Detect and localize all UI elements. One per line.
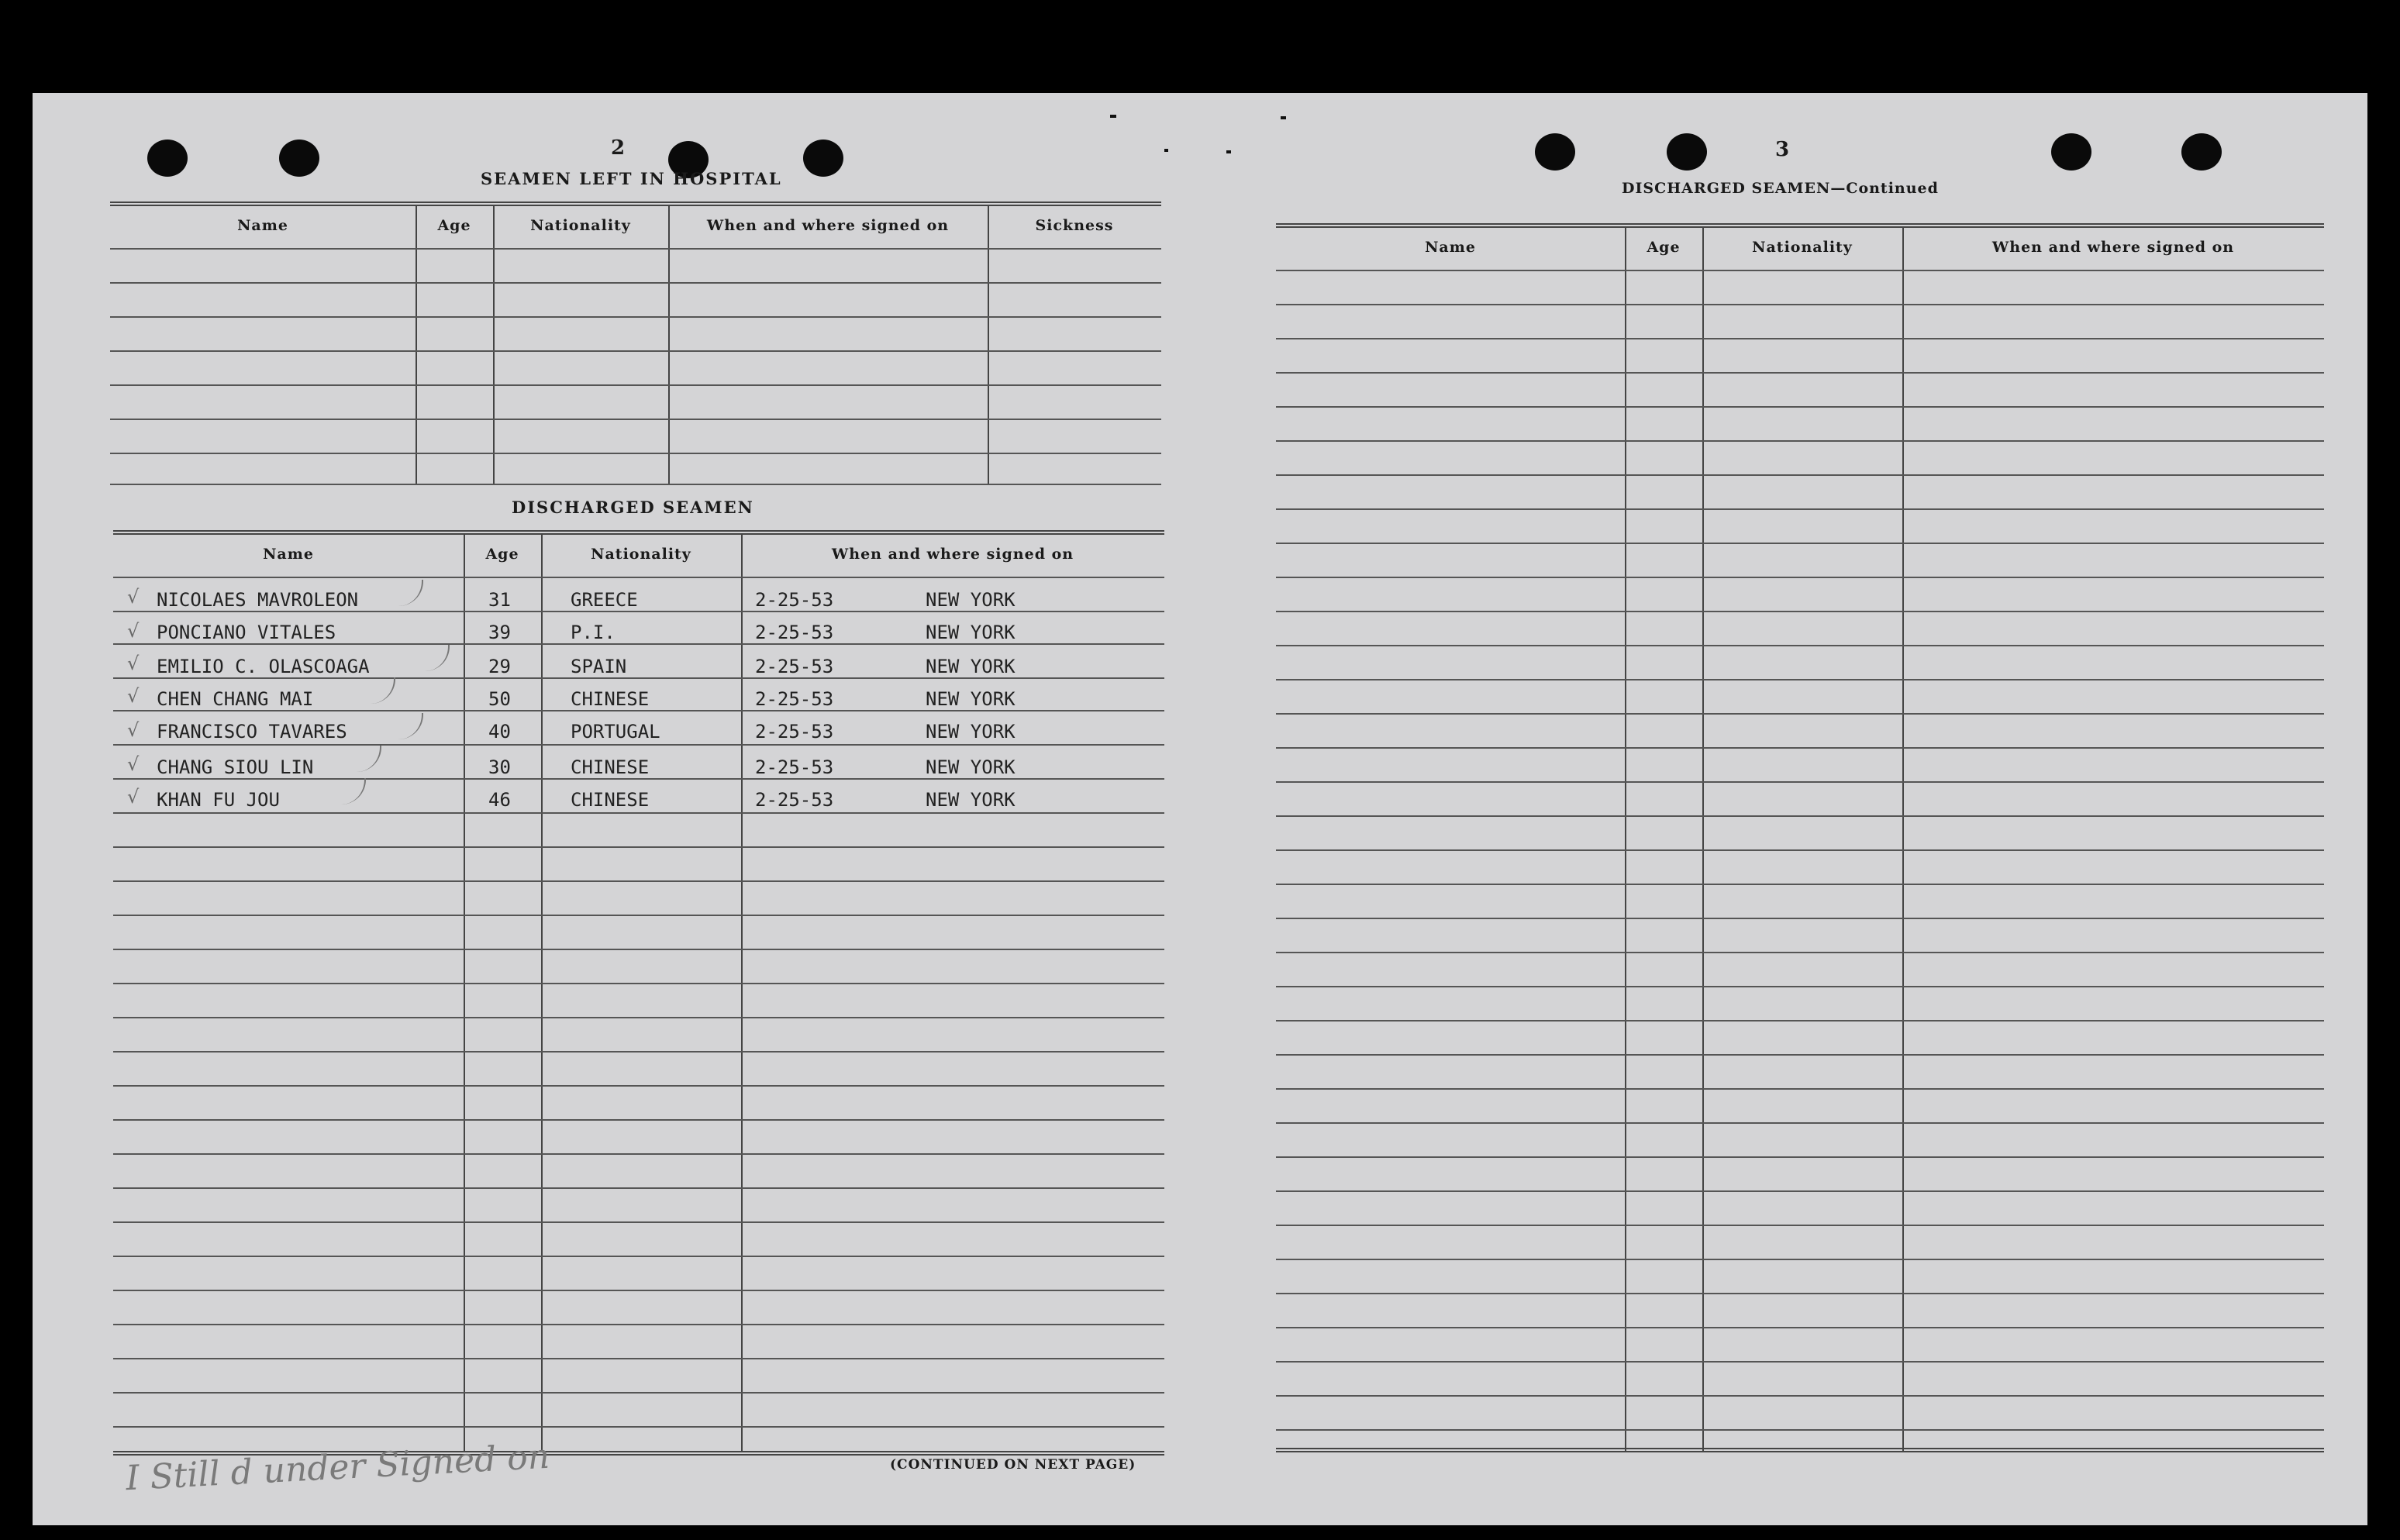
row-rule xyxy=(113,1358,1164,1359)
signed-on-place: NEW YORK xyxy=(926,756,1016,778)
punch-hole xyxy=(1667,133,1707,171)
seaman-nationality: P.I. xyxy=(571,622,616,643)
seaman-nationality: CHINESE xyxy=(571,688,650,710)
table-rule xyxy=(113,530,1164,535)
table-rule xyxy=(1276,223,2324,228)
seaman-age: 29 xyxy=(488,656,511,677)
check-mark: √ xyxy=(127,753,140,775)
table-bottom-rule xyxy=(1276,1448,2324,1452)
seaman-age: 50 xyxy=(488,688,511,710)
seaman-name: PONCIANO VITALES xyxy=(157,622,336,643)
signed-on-date: 2-25-53 xyxy=(755,622,834,643)
column-divider xyxy=(1902,226,1904,1451)
check-mark xyxy=(425,645,450,671)
column-header-age: Age xyxy=(437,217,471,234)
row-rule xyxy=(113,1221,1164,1223)
row-rule xyxy=(110,419,1161,420)
punch-hole xyxy=(279,140,319,177)
row-rule xyxy=(1276,781,2324,783)
row-rule xyxy=(1276,270,2324,271)
column-divider xyxy=(416,205,417,484)
row-rule xyxy=(110,453,1161,454)
column-divider xyxy=(1625,226,1626,1451)
seaman-age: 46 xyxy=(488,789,511,811)
row-rule xyxy=(1276,1327,2324,1328)
check-mark xyxy=(398,580,423,606)
row-rule xyxy=(1276,372,2324,374)
column-header-signed-on: When and where signed on xyxy=(706,217,950,234)
signed-on-date: 2-25-53 xyxy=(755,589,834,611)
signed-on-date: 2-25-53 xyxy=(755,789,834,811)
row-rule xyxy=(1276,1395,2324,1397)
punch-hole xyxy=(2181,133,2222,171)
row-rule xyxy=(1276,1259,2324,1260)
signed-on-place: NEW YORK xyxy=(926,688,1016,710)
check-mark: √ xyxy=(127,586,140,608)
row-rule xyxy=(113,1085,1164,1087)
row-rule xyxy=(113,1256,1164,1257)
column-divider xyxy=(464,533,465,1452)
seaman-age: 30 xyxy=(488,756,511,778)
row-rule xyxy=(113,1153,1164,1155)
row-rule xyxy=(110,248,1161,250)
row-rule xyxy=(113,880,1164,882)
column-header-sickness: Sickness xyxy=(1035,217,1114,234)
discharged-continued-title: DISCHARGED SEAMEN—Continued xyxy=(1622,180,1939,197)
check-mark xyxy=(371,677,395,704)
column-header-signed-on: When and where signed on xyxy=(831,546,1074,563)
row-rule xyxy=(113,643,1164,645)
seaman-name: NICOLAES MAVROLEON xyxy=(157,589,359,611)
row-rule xyxy=(1276,543,2324,544)
row-rule xyxy=(113,812,1164,814)
dust-speck xyxy=(1281,116,1286,119)
signed-on-date: 2-25-53 xyxy=(755,656,834,677)
seaman-age: 39 xyxy=(488,622,511,643)
row-rule xyxy=(1276,679,2324,680)
row-rule xyxy=(1276,1020,2324,1021)
check-mark: √ xyxy=(127,653,140,674)
signed-on-date: 2-25-53 xyxy=(755,688,834,710)
dust-speck xyxy=(1226,150,1231,153)
column-header-nationality: Nationality xyxy=(591,546,691,563)
seaman-name: KHAN FU JOU xyxy=(157,789,280,811)
handwritten-note: I Still d under Signed on xyxy=(125,1436,551,1499)
row-rule xyxy=(110,384,1161,386)
signed-on-place: NEW YORK xyxy=(926,721,1016,742)
page-number: 2 xyxy=(611,136,626,160)
column-divider xyxy=(741,533,743,1452)
column-divider xyxy=(1702,226,1704,1451)
page-number: 3 xyxy=(1775,138,1790,161)
row-rule xyxy=(1276,884,2324,885)
row-rule xyxy=(1276,1225,2324,1226)
column-divider xyxy=(668,205,670,484)
column-header-nationality: Nationality xyxy=(530,217,631,234)
row-rule xyxy=(1276,815,2324,817)
column-header-name: Name xyxy=(263,546,314,563)
row-rule xyxy=(113,949,1164,950)
punch-hole xyxy=(147,140,188,177)
row-rule xyxy=(1276,1190,2324,1192)
column-divider xyxy=(493,205,495,484)
row-rule xyxy=(113,1324,1164,1325)
row-rule xyxy=(110,282,1161,284)
signed-on-date: 2-25-53 xyxy=(755,721,834,742)
punch-hole xyxy=(2051,133,2091,171)
hospital-table-title: SEAMEN LEFT IN HOSPITAL xyxy=(481,169,782,188)
table-rule xyxy=(110,202,1161,206)
row-rule xyxy=(1276,474,2324,476)
row-rule xyxy=(1276,849,2324,851)
row-rule xyxy=(110,484,1161,485)
signed-on-place: NEW YORK xyxy=(926,656,1016,677)
punch-hole xyxy=(803,140,843,177)
column-divider xyxy=(988,205,989,484)
check-mark: √ xyxy=(127,620,140,642)
column-header-age: Age xyxy=(485,546,519,563)
signed-on-place: NEW YORK xyxy=(926,589,1016,611)
row-rule xyxy=(1276,918,2324,919)
row-rule xyxy=(113,710,1164,711)
row-rule xyxy=(1276,1122,2324,1124)
row-rule xyxy=(1276,440,2324,442)
row-rule xyxy=(1276,1361,2324,1363)
seaman-name: CHANG SIOU LIN xyxy=(157,756,314,778)
column-header-name: Name xyxy=(1425,239,1476,256)
column-header-signed-on: When and where signed on xyxy=(1991,239,2235,256)
check-mark: √ xyxy=(127,685,140,707)
row-rule xyxy=(1276,1156,2324,1158)
row-rule xyxy=(113,1051,1164,1053)
row-rule xyxy=(113,1187,1164,1189)
row-rule xyxy=(113,1290,1164,1291)
row-rule xyxy=(113,778,1164,780)
row-rule xyxy=(1276,577,2324,578)
row-rule xyxy=(110,350,1161,352)
row-rule xyxy=(1276,952,2324,953)
check-mark xyxy=(398,713,423,739)
column-header-nationality: Nationality xyxy=(1752,239,1853,256)
column-header-name: Name xyxy=(237,217,288,234)
continued-footer: (CONTINUED ON NEXT PAGE) xyxy=(890,1457,1136,1473)
seaman-nationality: CHINESE xyxy=(571,756,650,778)
seaman-nationality: PORTUGAL xyxy=(571,721,660,742)
row-rule xyxy=(1276,713,2324,715)
dust-speck xyxy=(1110,115,1116,118)
signed-on-place: NEW YORK xyxy=(926,789,1016,811)
row-rule xyxy=(1276,747,2324,749)
row-rule xyxy=(1276,508,2324,510)
row-rule xyxy=(1276,986,2324,987)
row-rule xyxy=(113,1426,1164,1428)
row-rule xyxy=(113,611,1164,612)
row-rule xyxy=(1276,406,2324,408)
row-rule xyxy=(1276,645,2324,646)
row-rule xyxy=(110,316,1161,318)
row-rule xyxy=(1276,338,2324,339)
column-divider xyxy=(541,533,543,1452)
seaman-name: EMILIO C. OLASCOAGA xyxy=(157,656,370,677)
seaman-age: 40 xyxy=(488,721,511,742)
seaman-nationality: SPAIN xyxy=(571,656,627,677)
ledger-sheet xyxy=(33,93,2367,1525)
row-rule xyxy=(113,677,1164,679)
row-rule xyxy=(113,1119,1164,1121)
row-rule xyxy=(113,744,1164,746)
seaman-name: FRANCISCO TAVARES xyxy=(157,721,347,742)
row-rule xyxy=(1276,1429,2324,1431)
row-rule xyxy=(113,915,1164,916)
row-rule xyxy=(113,846,1164,848)
signed-on-date: 2-25-53 xyxy=(755,756,834,778)
column-header-age: Age xyxy=(1647,239,1681,256)
check-mark xyxy=(341,778,366,804)
row-rule xyxy=(1276,1054,2324,1056)
row-rule xyxy=(113,983,1164,984)
seaman-nationality: CHINESE xyxy=(571,789,650,811)
check-mark xyxy=(357,746,381,772)
row-rule xyxy=(113,1392,1164,1394)
seaman-nationality: GREECE xyxy=(571,589,638,611)
check-mark: √ xyxy=(127,786,140,808)
row-rule xyxy=(113,577,1164,578)
check-mark: √ xyxy=(127,719,140,741)
signed-on-place: NEW YORK xyxy=(926,622,1016,643)
row-rule xyxy=(1276,611,2324,612)
row-rule xyxy=(1276,304,2324,305)
row-rule xyxy=(1276,1088,2324,1090)
punch-hole xyxy=(1535,133,1575,171)
seaman-name: CHEN CHANG MAI xyxy=(157,688,314,710)
row-rule xyxy=(1276,1293,2324,1294)
dust-speck xyxy=(1164,149,1168,152)
discharged-table-title: DISCHARGED SEAMEN xyxy=(512,498,754,517)
row-rule xyxy=(113,1017,1164,1018)
seaman-age: 31 xyxy=(488,589,511,611)
